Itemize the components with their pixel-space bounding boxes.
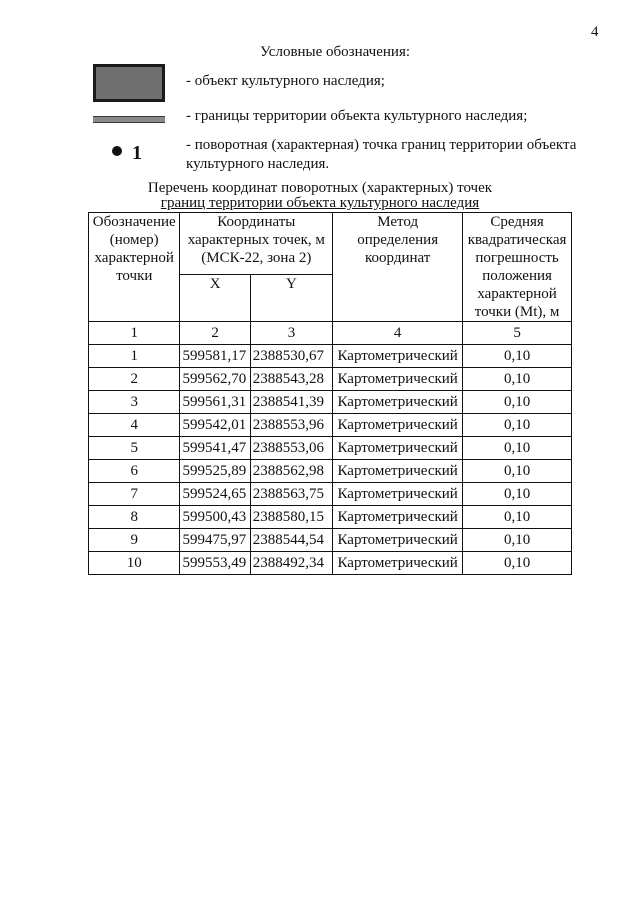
method: Картометрический bbox=[333, 483, 463, 506]
coord-x: 599561,31 bbox=[180, 391, 250, 414]
coord-y: 2388562,98 bbox=[250, 460, 332, 483]
coord-y: 2388553,96 bbox=[250, 414, 332, 437]
table-title-line2: границ территории объекта культурного наследия bbox=[160, 195, 480, 211]
mean-error: 0,10 bbox=[463, 345, 572, 368]
coord-y: 2388580,15 bbox=[250, 506, 332, 529]
method: Картометрический bbox=[333, 460, 463, 483]
point-number: 3 bbox=[89, 391, 180, 414]
method: Картометрический bbox=[333, 414, 463, 437]
table-row bbox=[89, 529, 572, 552]
legend-heading: Условные обозначения: bbox=[259, 44, 411, 60]
header-coordinates: Координаты характерных точек, м (МСК-22, зона 2) bbox=[180, 213, 333, 275]
coord-y: 2388541,39 bbox=[250, 391, 332, 414]
point-dot-icon bbox=[112, 146, 122, 156]
coord-y: 2388492,34 bbox=[250, 552, 332, 575]
coord-x: 599525,89 bbox=[180, 460, 250, 483]
coord-y: 2388563,75 bbox=[250, 483, 332, 506]
header-method: Метод определения координат bbox=[333, 213, 463, 322]
turning-point-symbol bbox=[112, 142, 144, 165]
method: Картометрический bbox=[333, 391, 463, 414]
table-row bbox=[89, 414, 572, 437]
coord-x: 599553,49 bbox=[180, 552, 250, 575]
header-point-number: Обозначение (номер) характерной точки bbox=[89, 213, 180, 322]
coord-x: 599500,43 bbox=[180, 506, 250, 529]
heritage-object-symbol bbox=[93, 64, 165, 102]
point-number: 4 bbox=[89, 414, 180, 437]
point-label: 1 bbox=[132, 142, 144, 164]
point-number: 2 bbox=[89, 368, 180, 391]
header-x: X bbox=[180, 275, 250, 322]
mean-error: 0,10 bbox=[463, 460, 572, 483]
coord-x: 599475,97 bbox=[180, 529, 250, 552]
mean-error: 0,10 bbox=[463, 483, 572, 506]
column-number: 4 bbox=[333, 322, 463, 345]
coord-y: 2388553,06 bbox=[250, 437, 332, 460]
legend-text: - границы территории объекта культурного наследия; bbox=[186, 108, 528, 124]
method: Картометрический bbox=[333, 437, 463, 460]
legend-text: - поворотная (характерная) точка границ территории объекта культурного наследия. bbox=[186, 137, 577, 172]
method: Картометрический bbox=[333, 529, 463, 552]
mean-error: 0,10 bbox=[463, 391, 572, 414]
table-row bbox=[89, 368, 572, 391]
table-title-line1: Перечень координат поворотных (характерных) точек bbox=[147, 180, 493, 196]
coord-x: 599524,65 bbox=[180, 483, 250, 506]
point-number: 7 bbox=[89, 483, 180, 506]
coord-y: 2388530,67 bbox=[250, 345, 332, 368]
point-number: 5 bbox=[89, 437, 180, 460]
coord-x: 599541,47 bbox=[180, 437, 250, 460]
coord-y: 2388544,54 bbox=[250, 529, 332, 552]
column-number: 2 bbox=[180, 322, 250, 345]
table-row bbox=[89, 391, 572, 414]
coord-x: 599581,17 bbox=[180, 345, 250, 368]
column-number: 3 bbox=[250, 322, 332, 345]
mean-error: 0,10 bbox=[463, 506, 572, 529]
method: Картометрический bbox=[333, 345, 463, 368]
table-title bbox=[0, 181, 640, 211]
boundary-line-symbol bbox=[93, 116, 165, 123]
table-row bbox=[89, 460, 572, 483]
legend-text: - объект культурного наследия; bbox=[186, 73, 385, 89]
mean-error: 0,10 bbox=[463, 552, 572, 575]
point-number: 6 bbox=[89, 460, 180, 483]
mean-error: 0,10 bbox=[463, 437, 572, 460]
method: Картометрический bbox=[333, 552, 463, 575]
point-number: 9 bbox=[89, 529, 180, 552]
header-y: Y bbox=[250, 275, 332, 322]
table-row bbox=[89, 345, 572, 368]
mean-error: 0,10 bbox=[463, 368, 572, 391]
method: Картометрический bbox=[333, 506, 463, 529]
method: Картометрический bbox=[333, 368, 463, 391]
point-number: 8 bbox=[89, 506, 180, 529]
coord-x: 599562,70 bbox=[180, 368, 250, 391]
mean-error: 0,10 bbox=[463, 414, 572, 437]
column-number: 5 bbox=[463, 322, 572, 345]
page-number: 4 bbox=[591, 24, 599, 40]
table-header-row bbox=[89, 213, 572, 275]
header-mean-error: Средняя квадратическая погрешность положения характерной точки (Mt), м bbox=[463, 213, 572, 322]
coord-y: 2388543,28 bbox=[250, 368, 332, 391]
table-row bbox=[89, 552, 572, 575]
table-row bbox=[89, 437, 572, 460]
coordinates-table bbox=[88, 212, 572, 575]
table-row bbox=[89, 483, 572, 506]
column-number: 1 bbox=[89, 322, 180, 345]
coord-x: 599542,01 bbox=[180, 414, 250, 437]
point-number: 1 bbox=[89, 345, 180, 368]
mean-error: 0,10 bbox=[463, 529, 572, 552]
table-row bbox=[89, 506, 572, 529]
point-number: 10 bbox=[89, 552, 180, 575]
column-numbers-row bbox=[89, 322, 572, 345]
